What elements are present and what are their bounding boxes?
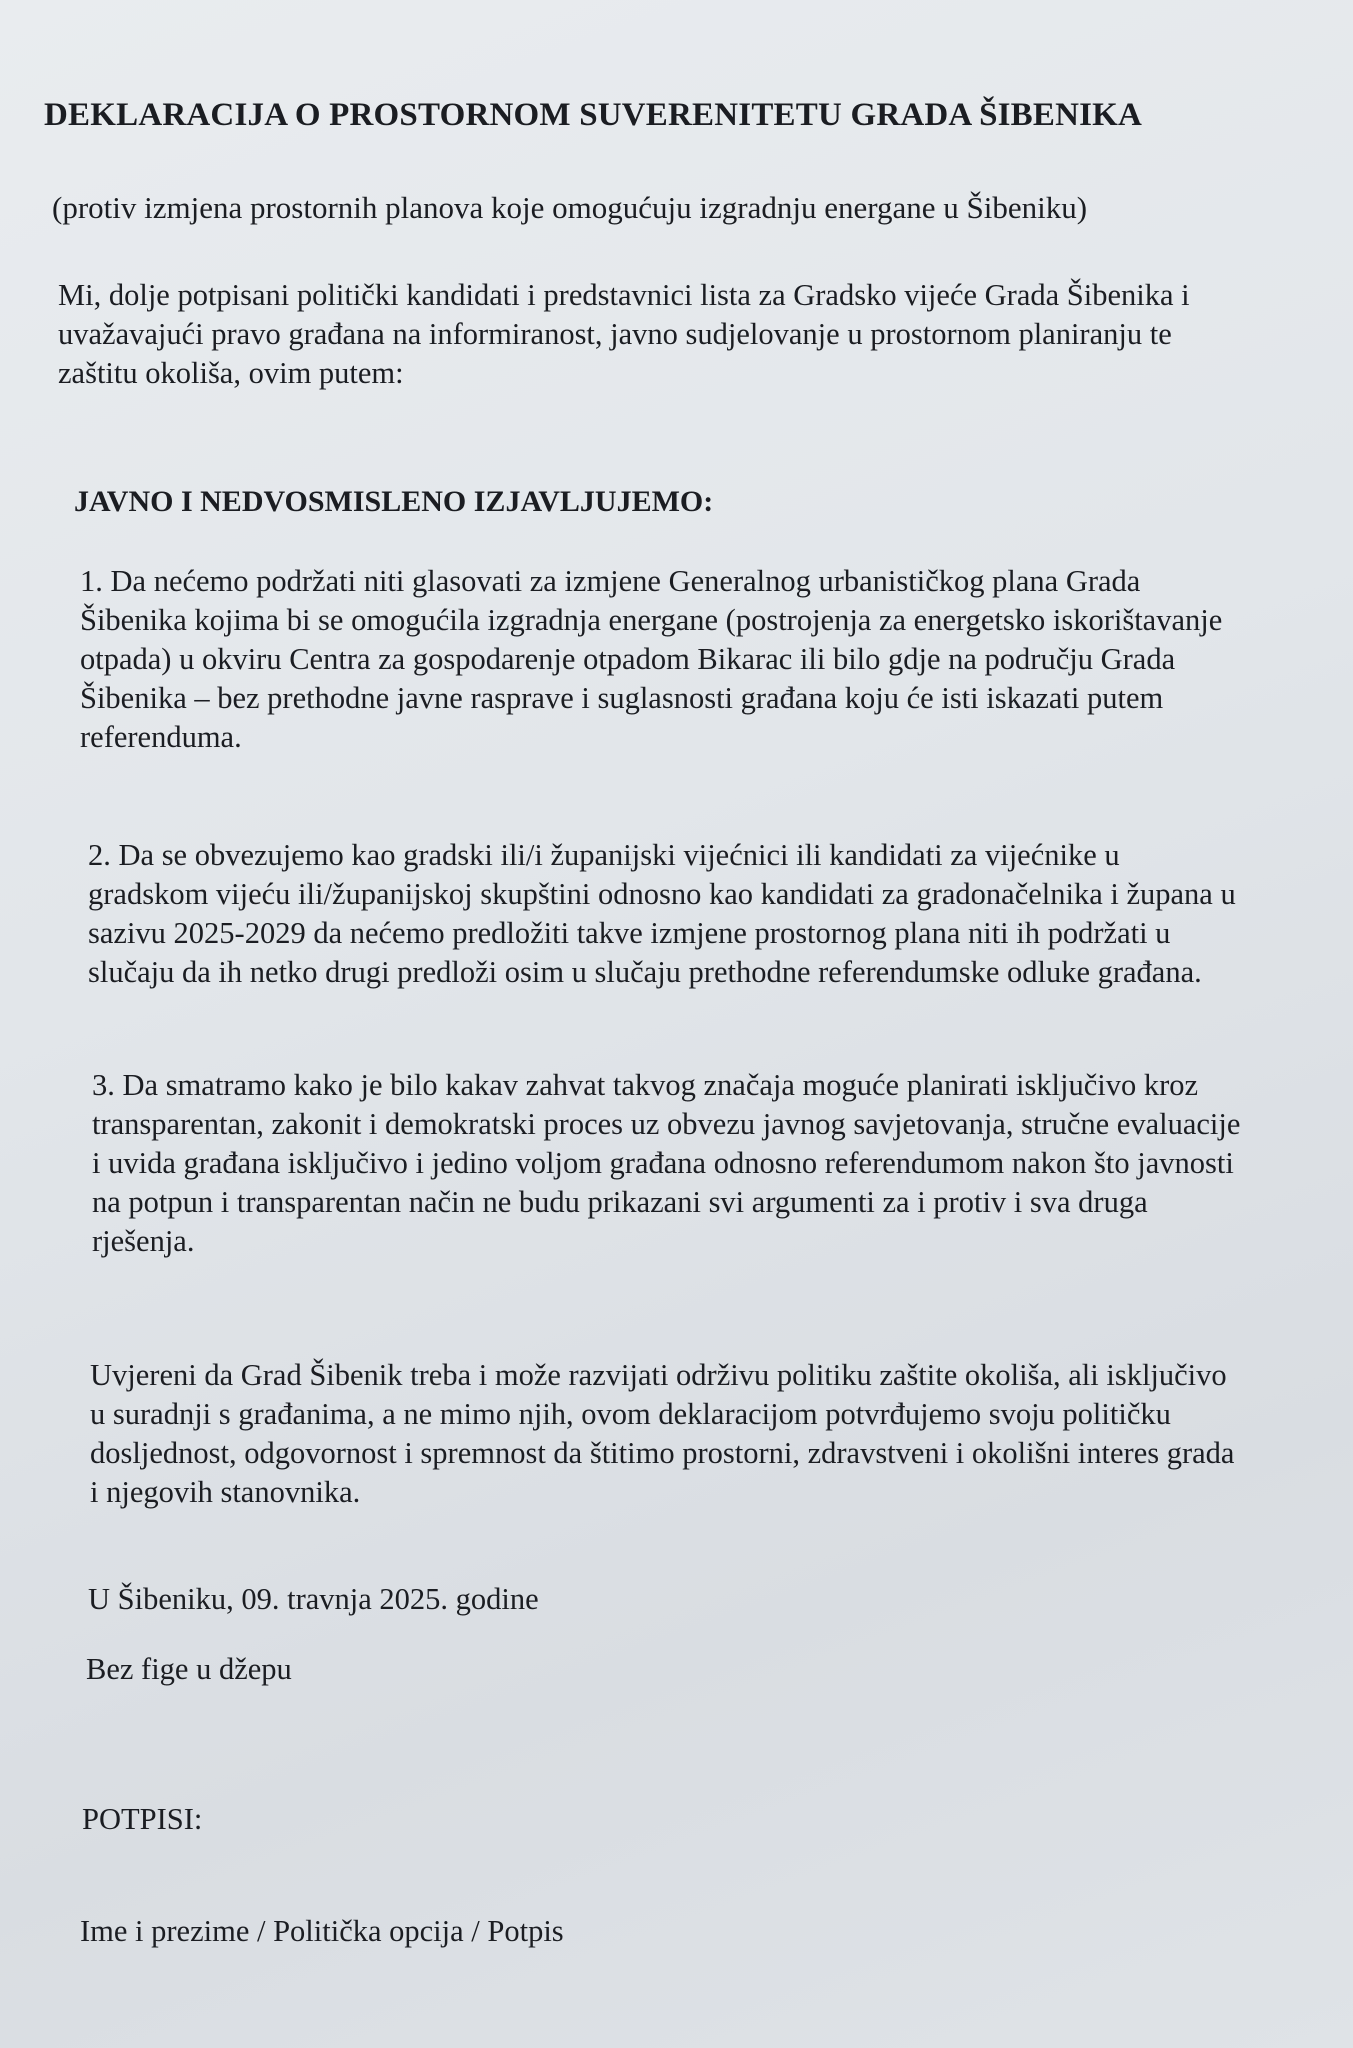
point-line: 1. Da nećemo podržati niti glasovati za izmjene Generalnog urbanističkog plana Grada: [80, 564, 1141, 598]
point-line: otpada) u okviru Centra za gospodarenje otpadom Bikarac ili bilo gdje na području Grada: [80, 642, 1176, 676]
closing-line: u suradnji s građanima, a ne mimo njih, ovom deklaracijom potvrđujemo svoju političku: [90, 1397, 1171, 1431]
signature-columns-header: Ime i prezime / Politička opcija / Potpis: [80, 1914, 564, 1948]
document-title: DEKLARACIJA O PROSTORNOM SUVERENITETU GRADA ŠIBENIKA: [44, 97, 1143, 133]
point-2: [88, 836, 1338, 992]
point-3: [92, 1066, 1342, 1261]
point-line: referenduma.: [80, 720, 242, 754]
point-line: Šibenika kojima bi se omogućila izgradnja energane (postrojenja za energetsko iskorištavanje: [80, 603, 1223, 637]
point-line: na potpun i transparentan način ne budu prikazani svi argumenti za i protiv i sva druga: [92, 1185, 1148, 1219]
motto: Bez fige u džepu: [86, 1652, 292, 1686]
closing-line: dosljednost, odgovornost i spremnost da štitimo prostorni, zdravstveni i okolišni interes grada: [90, 1436, 1235, 1470]
intro-paragraph: [58, 276, 1348, 393]
point-line: rješenja.: [92, 1224, 195, 1258]
point-line: transparentan, zakonit i demokratski proces uz obvezu javnog savjetovanja, stručne evaluacije: [92, 1107, 1241, 1141]
place-date: U Šibeniku, 09. travnja 2025. godine: [88, 1582, 539, 1616]
point-line: sazivu 2025-2029 da nećemo predložiti takve izmjene prostornog plana niti ih podržati u: [88, 916, 1171, 950]
closing-paragraph: [90, 1356, 1330, 1512]
point-line: gradskom vijeću ili/županijskoj skupštini odnosno kao kandidati za gradonačelnika i župana u: [88, 877, 1236, 911]
intro-line: uvažavajući pravo građana na informiranost, javno sudjelovanje u prostornom planiranju te: [58, 317, 1172, 351]
point-line: 2. Da se obvezujemo kao gradski ili/i županijski vijećnici ili kandidati za vijećnike u: [88, 838, 1120, 872]
point-line: i uvida građana isključivo i jedino voljom građana odnosno referendumom nakon što javnosti: [92, 1146, 1234, 1180]
signatures-label: POTPISI:: [82, 1802, 203, 1836]
declaration-heading: JAVNO I NEDVOSMISLENO IZJAVLJUJEMO:: [74, 485, 714, 518]
intro-line: zaštitu okoliša, ovim putem:: [58, 356, 404, 390]
point-line: Šibenika – bez prethodne javne rasprave i suglasnosti građana koju će isti iskazati putem: [80, 681, 1164, 715]
point-1: [80, 562, 1310, 757]
closing-line: Uvjereni da Grad Šibenik treba i može razvijati održivu politiku zaštite okoliša, ali isključivo: [90, 1358, 1227, 1392]
intro-line: Mi, dolje potpisani politički kandidati i predstavnici lista za Gradsko vijeće Grada Šibenika i: [58, 278, 1190, 312]
closing-line: i njegovih stanovnika.: [90, 1475, 361, 1509]
point-line: 3. Da smatramo kako je bilo kakav zahvat takvog značaja moguće planirati isključivo kroz: [92, 1068, 1199, 1102]
point-line: slučaju da ih netko drugi predloži osim u slučaju prethodne referendumske odluke građana.: [88, 955, 1202, 989]
document-subtitle: (protiv izmjena prostornih planova koje omogućuju izgradnju energane u Šibeniku): [52, 190, 1088, 225]
